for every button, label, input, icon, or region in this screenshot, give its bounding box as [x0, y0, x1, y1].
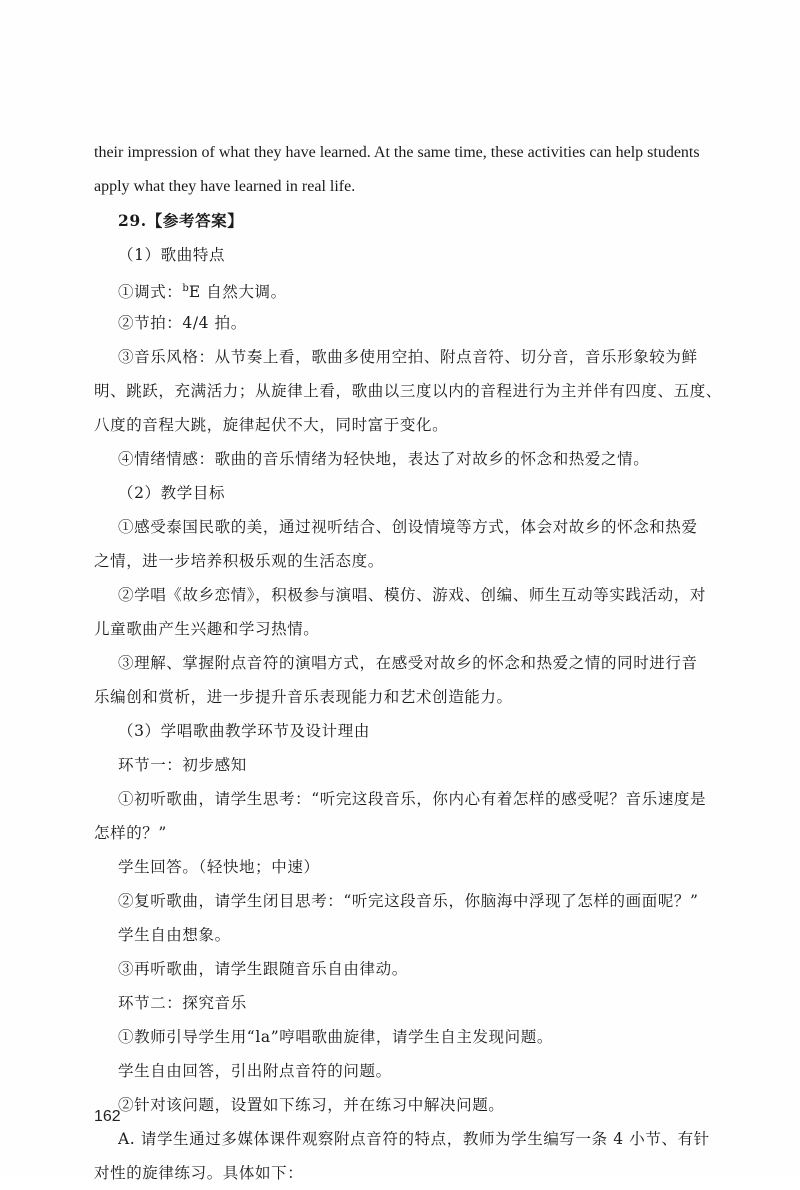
student-imagine-line: 学生自由想象。: [118, 926, 231, 944]
exercise-a-line-1: A. 请学生通过多媒体课件观察附点音符的特点，教师为学生编写一条 4 小节、有针: [118, 1130, 710, 1148]
student-answer-line: 学生回答。（轻快地；中速）: [118, 858, 320, 876]
goal-3-line-1: ③理解、掌握附点音符的演唱方式，在感受对故乡的怀念和热爱之情的同时进行音: [118, 654, 698, 672]
style-line-2: 明、跳跃，充满活力；从旋律上看，歌曲以三度以内的音程进行为主并伴有四度、五度、: [94, 382, 722, 400]
text-line-1: their impression of what they have learned. At the same time, these activities can help students: [94, 144, 700, 161]
section-heading-3: （3）学唱歌曲教学环节及设计理由: [118, 722, 370, 740]
style-line-1: ③音乐风格：从节奏上看，歌曲多使用空拍、附点音符、切分音，音乐形象较为鲜: [118, 348, 698, 366]
stage-2-step-2: ②针对该问题，设置如下练习，并在练习中解决问题。: [118, 1096, 505, 1114]
stage-1-step-1-line-2: 怎样的？”: [94, 824, 167, 842]
goal-2-line-2: 儿童歌曲产生兴趣和学习热情。: [94, 620, 320, 638]
flat-symbol: b: [182, 283, 189, 294]
goal-1-line-2: 之情，进一步培养积极乐观的生活态度。: [94, 552, 384, 570]
stage-1-step-2: ②复听歌曲，请学生闭目思考：“听完这段音乐，你脑海中浮现了怎样的画面呢？”: [118, 892, 699, 910]
page-content: [94, 136, 724, 1190]
stage-1-heading: 环节一：初步感知: [118, 756, 247, 774]
goal-3-line-2: 乐编创和赏析，进一步提升音乐表现能力和艺术创造能力。: [94, 688, 513, 706]
style-line-3: 八度的音程大跳，旋律起伏不大，同时富于变化。: [94, 416, 449, 434]
goal-2-line-1: ②学唱《故乡恋情》，积极参与演唱、模仿、游戏、创编、师生互动等实践活动，对: [118, 586, 706, 604]
page-number: 162: [94, 1108, 121, 1125]
stage-1-step-1-line-1: ①初听歌曲，请学生思考：“听完这段音乐，你内心有着怎样的感受呢？音乐速度是: [118, 790, 707, 808]
stage-2-step-1: ①教师引导学生用“la”哼唱歌曲旋律，请学生自主发现问题。: [118, 1028, 553, 1046]
key-label: ①调式：: [118, 283, 183, 301]
text-line-2: apply what they have learned in real life.: [94, 178, 356, 195]
meter-line: ②节拍：4/4 拍。: [118, 314, 247, 332]
answer-heading: 29.【参考答案】: [118, 211, 244, 230]
goal-1-line-1: ①感受泰国民歌的美，通过视听结合、创设情境等方式，体会对故乡的怀念和热爱: [118, 518, 698, 536]
emotion-line: ④情绪情感：歌曲的音乐情绪为轻快地，表达了对故乡的怀念和热爱之情。: [118, 450, 650, 468]
key-value: E 自然大调。: [188, 283, 287, 301]
section-heading-1: （1）歌曲特点: [118, 246, 226, 264]
stage-1-step-3: ③再听歌曲，请学生跟随音乐自由律动。: [118, 960, 408, 978]
exercise-a-line-2: 对性的旋律练习。具体如下：: [94, 1164, 304, 1182]
student-free-answer-line: 学生自由回答，引出附点音符的问题。: [118, 1062, 392, 1080]
key-line: [94, 272, 724, 306]
section-heading-2: （2）教学目标: [118, 484, 226, 502]
stage-2-heading: 环节二：探究音乐: [118, 994, 247, 1012]
